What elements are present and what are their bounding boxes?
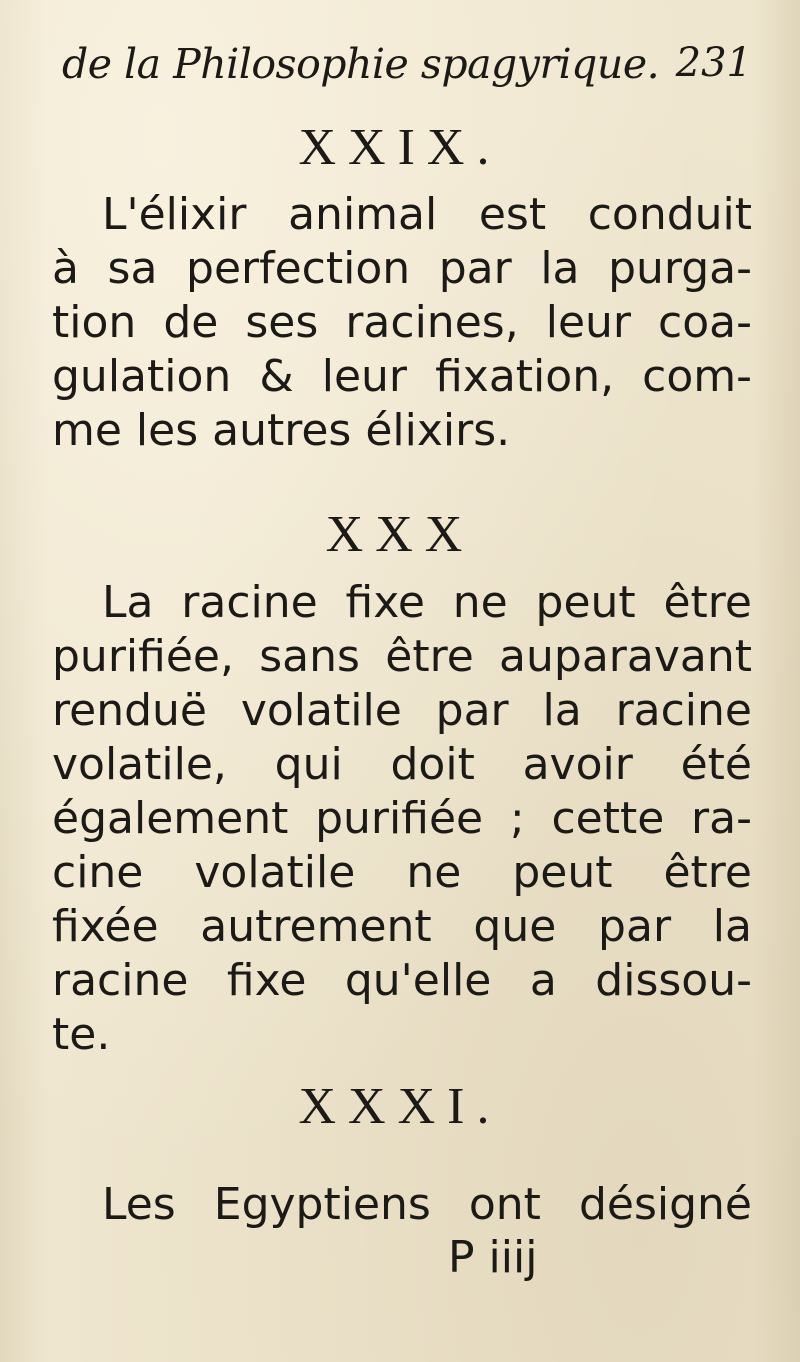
paragraph-xxx bbox=[52, 576, 752, 1062]
text-line: L'élixir animal est conduit bbox=[102, 189, 752, 240]
paragraph-xxxi bbox=[52, 1178, 752, 1232]
text-line: Les Egyptiens ont désigné bbox=[102, 1179, 752, 1230]
text-line: gulation & leur fixation, com- bbox=[52, 351, 752, 402]
page-number: 231 bbox=[675, 40, 752, 86]
text-line: purifiée, sans être auparavant bbox=[52, 631, 752, 682]
text-line: te. bbox=[52, 1009, 111, 1060]
text-line: à sa perfection par la purga- bbox=[52, 243, 752, 294]
section-heading-xxx: XXX bbox=[325, 506, 475, 563]
text-line: renduë volatile par la racine bbox=[52, 685, 752, 736]
running-head bbox=[62, 40, 752, 100]
text-line: également purifiée ; cette ra- bbox=[52, 793, 752, 844]
text-line: volatile, qui doit avoir été bbox=[52, 739, 752, 790]
signature-mark: P iiij bbox=[448, 1232, 538, 1283]
text-line: cine volatile ne peut être bbox=[52, 847, 752, 898]
running-head-title: de la Philosophie spagyrique. bbox=[62, 40, 660, 88]
section-heading-xxix: XXIX. bbox=[298, 119, 502, 176]
paragraph-xxix bbox=[52, 188, 752, 458]
text-line: tion de ses racines, leur coa- bbox=[52, 297, 752, 348]
text-line: me les autres élixirs. bbox=[52, 405, 511, 456]
text-line: racine fixe qu'elle a dissou- bbox=[52, 955, 752, 1006]
text-line: La racine fixe ne peut être bbox=[102, 577, 752, 628]
text-line: fixée autrement que par la bbox=[52, 901, 752, 952]
section-heading-xxxi: XXXI. bbox=[298, 1078, 502, 1135]
